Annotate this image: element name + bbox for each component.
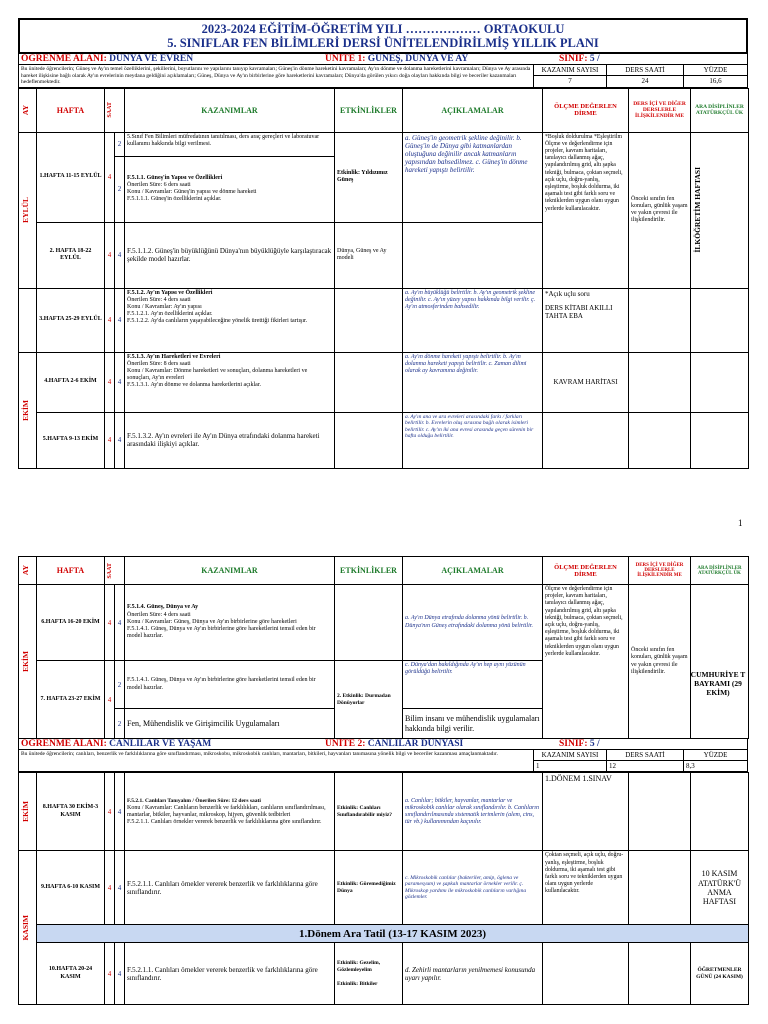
month-eylul: EYLÜL	[21, 197, 30, 223]
week-1-b-hours: 2	[115, 156, 125, 222]
week-8-kazanim: F.5.2.1.1. Canlıları örnekler vererek benzerlik ve farklılıklarına göre sınıflandırır.	[127, 819, 322, 826]
ders-ici-1: Önceki sınıfın fen konuları, günlük yaşam ve yakın çevresi ile ilişkilendirilir.	[629, 132, 691, 288]
col-etkinlikler: ETKİNLİKLER	[335, 557, 403, 585]
unit-1-summary	[18, 64, 748, 88]
area-label-2: ÖĞRENME ALANI:	[21, 739, 107, 749]
week-3-kazanim-2: F.5.1.2.2. Ay'da canlıların yaşayabileceğine yönelik ürettiği fikirleri tartışır.	[127, 318, 308, 325]
week-7-aciklama: c. Dünya'dan bakıldığında Ay'ın hep aynı yüzünün görüldüğü belirtilir.	[403, 661, 543, 709]
ara-disiplin-7: CUMHURİYE T BAYRAMI (29 EKİM)	[690, 670, 746, 697]
week-1-saat: 4	[105, 132, 115, 222]
document-title	[18, 18, 748, 54]
ara-tatil-banner: 1.Dönem Ara Tatil (13-17 KASIM 2023)	[37, 925, 749, 943]
week-1-a-hours: 2	[115, 132, 125, 156]
col-etkinlikler: ETKİNLİKLER	[335, 88, 403, 132]
summary-value: 16,6	[684, 76, 748, 87]
week-7-a-hours: 2	[115, 661, 125, 709]
week-3-konu: Konu / Kavramlar: Ay'ın yapısı	[127, 303, 202, 310]
week-9-aciklama: c. Mikroskobik canlılar (bakteriler, amip, öglena ve paramesyum) ve şapkalı mantarlar örnekler verilir. ç. Mikroskop yardımı ile mikroskobik canlıların varlığına gözlemler.	[403, 851, 543, 925]
col-ara-disiplin: ARA DİSİPLİNLER ATATÜRKÇÜL ÜK	[691, 88, 749, 132]
col-aciklamalar: AÇIKLAMALAR	[403, 88, 543, 132]
week-4-hafta: 4.HAFTA 2-6 EKİM	[37, 352, 105, 412]
ara-disiplin-10: ÖĞRETMENLER GÜNÜ (24 KASIM)	[691, 943, 749, 1005]
col-hafta: HAFTA	[37, 88, 105, 132]
week-4-title: F.5.1.3. Ay'ın Hareketleri ve Evreleri	[127, 353, 221, 360]
week-5-aciklama: a. Ay'ın ana ve ara evreleri arasındaki farkı / farkları belirtilir. b. Evrelerin oluş sırasına bağlı olarak isimleri belirtilir. c. Ay'ın iki ana evresi arasında geçen sürenin bir hafta olduğu belirtilir.	[403, 412, 543, 468]
week-2-hours: 4	[115, 222, 125, 288]
summary-value: 1	[534, 761, 607, 772]
week-6-konu: Konu / Kavramlar: Güneş, Dünya ve Ay'ın birbirlerine göre hareketleri	[127, 618, 297, 625]
week-8-saat: 4	[105, 773, 115, 851]
week-8-hours: 4	[115, 773, 125, 851]
ara-disiplin-9: 10 KASIM ATATÜRK'Ü ANMA HAFTASI	[691, 851, 749, 925]
title-line-1: 2023-2024 EĞİTİM-ÖĞRETİM YILI ……………… ORTAOKULU	[201, 22, 565, 36]
month-ekim-2: EKİM	[21, 651, 30, 672]
week-10-etkinlik: Etkinlik: Gezelim, Gözlemleyelim	[337, 960, 381, 973]
olcme-8: 1.DÖNEM 1.SINAV	[543, 773, 629, 851]
week-2-etkinlik: Dünya, Güneş ve Ay modeli	[335, 222, 403, 288]
week-6-sure: Önerilen Süre: 4 ders saati	[127, 611, 191, 618]
week-10-hafta: 10.HAFTA 20-24 KASIM	[37, 943, 105, 1005]
plan-table-3	[18, 772, 749, 1005]
week-4-sure: Önerilen Süre: 8 ders saati	[127, 360, 191, 367]
week-1-b-title: F.5.1.1. Güneş'in Yapısı ve Özellikleri	[127, 174, 223, 181]
week-3-aciklama: a. Ay'ın büyüklüğü belirtilir. b. Ay'ın geometrik şekline değinilir. c. Ay'ın yüzey yapısı hakkında bilgi verilir. ç. Ay'ın atmosferinden bahsedilir.	[403, 288, 543, 352]
week-4-kazanim: F.5.1.3.1. Ay'ın dönme ve dolanma hareketlerini açıklar.	[127, 382, 262, 389]
week-1-etkinlik: Etkinlik: Yıldızımız Güneş	[335, 132, 403, 222]
class-value-2: 5 /	[589, 739, 600, 749]
week-1-hafta: 1.HAFTA 11-15 EYLÜL	[37, 132, 105, 222]
week-3-kazanim-1: F.5.1.2.1. Ay'ın özelliklerini açıklar.	[127, 311, 213, 318]
col-ders-ici: DERS İÇİ VE DİĞER DERSLERLE İLİŞKİLENDİR ME	[629, 557, 691, 585]
class-value: 5 /	[589, 54, 600, 64]
week-1-a-kazanim: 5.Sınıf Fen Bilimleri müfredatının tanıtılması, ders araç gereçleri ve laboratuvar kullanımı hakkında bilgi verilmesi.	[125, 132, 335, 156]
week-9-etkinlik: Etkinlik: Göremediğimiz Dünya	[335, 851, 403, 925]
week-2-hafta: 2. HAFTA 18-22 EYLÜL	[37, 222, 105, 288]
olcme-3: *Açık uçlu soru	[545, 289, 590, 298]
page-number: 1	[738, 518, 743, 528]
week-7-saat: 4	[105, 661, 115, 739]
unit-intro: Bu ünitede öğrencilerin; Güneş ve Ay'ın temel özelliklerini, şekillerini, boyutlarını ve yapılarını tanıyıp kavramaları; Güneş'in dönme hareketini kavramaları; Ay'ın dönme ve dolanma hareketlerini kavramaları; Dünya ve Ay arasında hareket ilişkisine bağlı olarak Ay'ın evrelerinin meydana geldiğini açıklamaları; Güneş, Dünya ve Ay'ın birbirlerine göre hareketlerini kavramaları; Dünya'da görülen yıkıcı doğa olayları hakkında bilgi ve beceriler kazanmaları hedeflenmektedir.	[19, 65, 534, 88]
page-1	[18, 18, 748, 469]
title-line-2: 5. SINIFLAR FEN BİLİMLERİ DERSİ ÜNİTELENDİRİLMİŞ YILLIK PLANI	[167, 36, 599, 50]
olcme-9: Çoktan seçmeli, açık uçlu, doğru-yanlış, eşleştirme, boşluk doldurma, iki aşamalı test gibi farklı soru ve tekniklerden uygun olanı uygun yerlerde kullanılacaktır.	[543, 851, 629, 925]
col-saat: SAAT	[107, 102, 113, 118]
week-9-saat: 4	[105, 851, 115, 925]
area-value: DÜNYA VE EVREN	[109, 54, 194, 64]
olcme-4: KAVRAM HARİTASI	[543, 352, 629, 412]
week-6-title: F.5.1.4. Güneş, Dünya ve Ay	[127, 604, 199, 611]
col-saat: SAAT	[107, 562, 113, 579]
plan-table-2	[18, 556, 749, 739]
col-hafta: HAFTA	[37, 557, 105, 585]
col-olcme: ÖLÇME DEĞERLEN DİRME	[543, 557, 629, 585]
week-2-kazanim: F.5.1.1.2. Güneş'in büyüklüğünü Dünya'nın büyüklüğüyle karşılaştıracak şekilde model hazırlar.	[125, 222, 335, 288]
week-6-hours: 4	[115, 585, 125, 661]
area-value-2: CANLILAR VE YAŞAM	[109, 739, 212, 749]
week-5-kazanim: F.5.1.3.2. Ay'ın evreleri ile Ay'ın Dünya etrafındaki dolanma hareketi arasındaki ilişkiyi açıklar.	[125, 412, 335, 468]
week-7-etkinlik: 2. Etkinlik: Durmadan Dönüyorlar	[335, 661, 403, 739]
week-3-sure: Önerilen Süre: 4 ders saati	[127, 296, 191, 303]
week-2-saat: 4	[105, 222, 115, 288]
unit-value-2: CANLILAR DÜNYASI	[367, 739, 464, 749]
week-3-hours: 4	[115, 288, 125, 352]
area-label: ÖĞRENME ALANI:	[21, 54, 107, 64]
unit-value: GÜNEŞ, DÜNYA VE AY	[367, 54, 469, 64]
unit-label-2: ÜNİTE 2:	[325, 739, 366, 749]
week-10-aciklama: d. Zehirli mantarların yenilmemesi konusunda uyarı yapılır.	[403, 943, 543, 1005]
col-kazanimlar: KAZANIMLAR	[125, 557, 335, 585]
summary-header: KAZANIM SAYISI	[534, 65, 607, 76]
week-5-hafta: 5.HAFTA 9-13 EKİM	[37, 412, 105, 468]
week-7-b-kazanim: Fen, Mühendislik ve Girişimcilik Uygulamaları	[125, 709, 335, 739]
week-5-saat: 4	[105, 412, 115, 468]
class-label: SINIF:	[559, 54, 588, 64]
col-ay: AY	[21, 104, 30, 116]
page-2	[18, 556, 748, 1005]
month-ekim-3: EKİM	[21, 801, 30, 823]
col-ara-disiplin: ARA DİSİPLİNLER ATATÜRKÇÜL ÜK	[691, 557, 749, 585]
summary-header: YÜZDE	[684, 65, 748, 76]
week-4-konu: Konu / Kavramlar: Dönme hareketleri ve sonuçları, dolanma hareketleri ve sonuçları, Ay'ın evreleri	[127, 367, 308, 382]
olcme-3-resources: DERS KİTABI AKILLI TAHTA EBA	[545, 303, 613, 320]
summary-header: DERS SAATİ	[607, 750, 684, 761]
col-aciklamalar: AÇIKLAMALAR	[403, 557, 543, 585]
week-7-b-aciklama: Bilim insanı ve mühendislik uygulamaları hakkında bilgi verilir.	[403, 709, 543, 739]
month-ekim: EKİM	[21, 399, 30, 421]
summary-header: DERS SAATİ	[607, 65, 684, 76]
summary-value: 7	[534, 76, 607, 87]
week-4-saat: 4	[105, 352, 115, 412]
col-kazanimlar: KAZANIMLAR	[125, 88, 335, 132]
month-kasim: KASIM	[21, 915, 30, 941]
week-1-b-konu: Konu / Kavramlar: Güneş'in yapısı ve dönme hareketi	[127, 189, 257, 195]
ders-ici-6: Önceki sınıfın fen konuları, günlük yaşam ve yakın çevresi ile ilişkilendirilir.	[629, 585, 691, 739]
week-4-hours: 4	[115, 352, 125, 412]
week-8-etkinlik: Etkinlik: Canlıları Sınıflandırabilir miyiz?	[335, 773, 403, 851]
col-ay: AY	[21, 565, 30, 576]
week-6-saat: 4	[105, 585, 115, 661]
week-8-title: F.5.2.1. Canlıları Tanıyalım / Önerilen Süre: 12 ders saati	[127, 797, 261, 804]
summary-header: KAZANIM SAYISI	[534, 750, 607, 761]
olcme-1: *Boşluk doldurulma *Eşleştirilm Ölçme ve değerlendirme için projeler, kavram haritaları, tanılayıcı dallanmış ağaç, yapılandırılmış grid, altı şapka tekniği, bulmaca, çoktan seçmeli, açık uçlu, doğru-yanlış, eşleştirme, boşluk doldurma, iki aşamalı test gibi farklı soru ve tekniklerden uygun olanı uygun yerlerde kullanılacaktır.	[543, 132, 629, 288]
week-8-aciklama: a. Canlılar; bitkiler, hayvanlar, mantarlar ve mikroskobik canlılar olarak sınıflandırılır. b. Canlıların sınıflandırılmasında sistematik terimlerin (alem, cins, tür vb.) kullanımından kaçınılır.	[403, 773, 543, 851]
week-8-hafta: 8.HAFTA 30 EKİM-3 KASIM	[37, 773, 105, 851]
unit-label: ÜNİTE 1:	[325, 54, 366, 64]
week-3-hafta: 3.HAFTA 25-29 EYLÜL	[37, 288, 105, 352]
week-4-aciklama: a. Ay'ın dönme hareketi yapıştı belirtilir. b. Ay'ın dolanma hareketi yapıştı belirtilir. c. Zaman dilimi olarak ay kavramına değinilir.	[403, 352, 543, 412]
week-10-etkinlik-2: Etkinlik: Bitkiler	[337, 981, 378, 988]
class-label-2: SINIF:	[559, 739, 588, 749]
week-10-saat: 4	[105, 943, 115, 1005]
week-10-kazanim: F.5.2.1.1. Canlıları örnekler vererek benzerlik ve farklılıklarına göre sınıflandırır.	[125, 943, 335, 1005]
week-3-saat: 4	[105, 288, 115, 352]
summary-value: 8,3	[684, 761, 748, 772]
unit-2-header	[18, 739, 748, 749]
week-5-hours: 4	[115, 412, 125, 468]
week-9-hafta: 9.HAFTA 6-10 KASIM	[37, 851, 105, 925]
col-olcme: ÖLÇME DEĞERLEN DİRME	[543, 88, 629, 132]
plan-table-1	[18, 88, 749, 469]
week-6-hafta: 6.HAFTA 16-20 EKİM	[37, 585, 105, 661]
week-1-aciklama: a. Güneş'in geometrik şekline değinilir. b. Güneş'in de Dünya gibi katmanlardan oluştuğuna değinilir ancak katmanların yapısından bahsedilmez. c. Güneş'in dönme hareketi yapıştı belirtilir.	[403, 132, 543, 222]
week-8-konu: Konu / Kavramlar: Canlıların benzerlik ve farklılıkları, canlıların sınıflandırılması, mantarlar, bitkiler, hayvanlar, mikroskop, hijyen, güvenlik tedbirleri	[127, 804, 326, 818]
unit-2-summary	[18, 749, 748, 772]
olcme-6: Ölçme ve değerlendirme için projeler, kavram haritaları, tanılayıcı dallanmış ağaç, yapılandırılmış grid, altı şapka tekniği, bulmaca, çoktan seçmeli, açık uçlu, doğru-yanlış, eşleştirme, boşluk doldurma, iki aşamalı test gibi farklı soru ve tekniklerden uygun olanı uygun yerlerde kullanılacaktır.	[543, 585, 629, 739]
week-1-b-sure: Önerilen Süre: 6 ders saati	[127, 181, 191, 188]
unit-1-header	[18, 54, 748, 64]
week-10-hours: 4	[115, 943, 125, 1005]
summary-value: 12	[607, 761, 684, 772]
week-1-b-kazanim: F.5.1.1.1. Güneş'in özelliklerini açıklar.	[127, 196, 222, 203]
summary-header: YÜZDE	[684, 750, 748, 761]
week-9-hours: 4	[115, 851, 125, 925]
week-9-kazanim: F.5.2.1.1. Canlıları örnekler vererek benzerlik ve farklılıklarına göre sınıflandırır.	[125, 851, 335, 925]
summary-value: 24	[607, 76, 684, 87]
week-7-a-kazanim: F.5.1.4.1. Güneş, Dünya ve Ay'ın birbirlerine göre hareketlerini temsil eden bir model hazırlar.	[125, 661, 335, 709]
week-7-b-hours: 2	[115, 709, 125, 739]
col-ders-ici: DERS İÇİ VE DİĞER DERSLERLE İLİŞKİLENDİR ME	[629, 88, 691, 132]
week-3-title: F.5.1.2. Ay'ın Yapısı ve Özellikleri	[127, 289, 213, 296]
week-6-aciklama: a. Ay'ın Dünya etrafında dolanma yönü belirtilir. b. Dünya'nın Güneş etrafındaki dolanma yönü belirtilir.	[403, 585, 543, 661]
week-7-hafta: 7. HAFTA 23-27 EKİM	[37, 661, 105, 739]
week-6-kazanim: F.5.1.4.1. Güneş, Dünya ve Ay'ın birbirlerine göre hareketlerini temsil eden bir model hazırlar.	[127, 626, 316, 640]
ara-disiplin-1: İLKÖĞRETİM HAFTASI	[693, 167, 702, 253]
unit-2-intro: Bu ünitede öğrencilerin; canlıları, benzerlik ve farklılıklarına göre sınıflandırması, mikroskobu, mikroskobik canlıları, mantarları, bitkileri, hayvanları tanımasına yönelik bilgi ve beceriler kazanması amaçlanmaktadır.	[19, 750, 534, 772]
